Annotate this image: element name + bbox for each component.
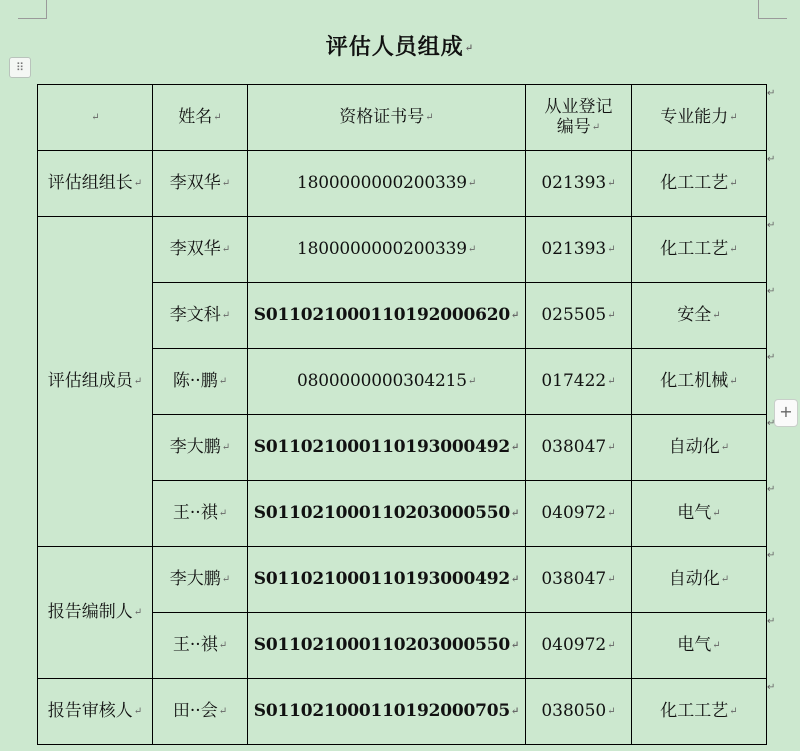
paragraph-mark-icon: ↵: [511, 705, 520, 717]
role-cell[interactable]: [38, 679, 153, 745]
role-cell-text: 评估组组长: [47, 173, 133, 194]
name-cell[interactable]: [153, 283, 248, 349]
name-cell[interactable]: [153, 481, 248, 547]
skill-cell-text: 化工工艺: [660, 701, 729, 722]
reg-cell[interactable]: [526, 283, 632, 349]
paragraph-mark-icon: ↵: [425, 111, 434, 123]
reg-cell-text: 040972: [541, 503, 607, 524]
header-label: 从业登记: [544, 97, 613, 118]
paragraph-mark-icon: ↵: [213, 111, 222, 123]
header-label-line2: 编号: [556, 117, 591, 138]
table-row: [38, 679, 767, 745]
paragraph-mark-icon: ↵: [133, 606, 143, 618]
skill-cell-text: 电气: [677, 503, 712, 524]
skill-cell[interactable]: [632, 217, 767, 283]
row-end-mark-icon: ↵: [767, 418, 776, 429]
skill-cell-text: 化工工艺: [660, 173, 729, 194]
name-cell-text: 李双华: [169, 173, 221, 194]
cert-cell[interactable]: [248, 613, 526, 679]
paragraph-mark-icon: ↵: [607, 441, 616, 453]
skill-cell[interactable]: [632, 349, 767, 415]
header-cell[interactable]: [632, 85, 767, 151]
paragraph-mark-icon: ↵: [221, 441, 231, 453]
header-cell[interactable]: [526, 85, 632, 151]
paragraph-mark-icon: ↵: [511, 639, 520, 651]
reg-cell-text: 021393: [541, 173, 607, 194]
skill-cell[interactable]: [632, 151, 767, 217]
paragraph-mark-icon: ↵: [218, 639, 228, 651]
cert-cell-text: S011021000110193000492: [253, 569, 511, 590]
reg-cell[interactable]: [526, 217, 632, 283]
role-cell-text: 报告编制人: [47, 602, 133, 623]
reg-cell-text: 038047: [541, 437, 607, 458]
paragraph-mark-icon: ↵: [467, 243, 477, 255]
role-cell[interactable]: [38, 151, 153, 217]
cert-cell[interactable]: [248, 481, 526, 547]
cert-cell-text: S011021000110203000550: [253, 503, 511, 524]
paragraph-mark-icon: ↵: [91, 111, 100, 123]
table-move-handle-icon[interactable]: ⠿: [9, 57, 31, 78]
header-cell[interactable]: [38, 85, 153, 151]
paragraph-mark-icon: ↵: [720, 573, 730, 585]
role-cell-text: 评估组成员: [47, 371, 133, 392]
header-cell[interactable]: [153, 85, 248, 151]
cert-cell[interactable]: [248, 217, 526, 283]
header-label: 专业能力: [660, 107, 729, 128]
role-cell[interactable]: [38, 217, 153, 547]
paragraph-mark-icon: ↵: [133, 177, 143, 189]
cert-cell[interactable]: [248, 547, 526, 613]
name-cell-text: 李双华: [169, 239, 221, 260]
skill-cell[interactable]: [632, 679, 767, 745]
reg-cell-text: 038047: [541, 569, 607, 590]
paragraph-mark-icon: ↵: [218, 375, 228, 387]
cert-cell[interactable]: [248, 283, 526, 349]
name-cell[interactable]: [153, 415, 248, 481]
reg-cell[interactable]: [526, 151, 632, 217]
paragraph-mark-icon: ↵: [712, 639, 721, 651]
paragraph-mark-icon: ↵: [511, 441, 520, 453]
reg-cell[interactable]: [526, 481, 632, 547]
cert-cell-text: S011021000110192000705: [253, 701, 511, 722]
skill-cell[interactable]: [632, 613, 767, 679]
skill-cell[interactable]: [632, 415, 767, 481]
paragraph-mark-icon: ↵: [511, 309, 520, 321]
cert-cell[interactable]: [248, 349, 526, 415]
paragraph-mark-icon: ↵: [729, 705, 738, 717]
reg-cell[interactable]: [526, 547, 632, 613]
paragraph-mark-icon: ↵: [729, 243, 738, 255]
cert-cell-text: S011021000110193000492: [253, 437, 511, 458]
cert-cell-text: S011021000110203000550: [253, 635, 511, 656]
paragraph-mark-icon: ↵: [221, 177, 231, 189]
name-cell-text: 李大鹏: [169, 437, 221, 458]
skill-cell-text: 自动化: [668, 569, 720, 590]
document-title: [0, 30, 800, 61]
reg-cell-text: 017422: [541, 371, 607, 392]
skill-cell-text: 电气: [677, 635, 712, 656]
paragraph-mark-icon: ↵: [720, 441, 730, 453]
page-corner-mark-left: [18, 0, 47, 19]
header-label: 资格证书号: [339, 107, 425, 128]
add-column-button[interactable]: +: [774, 399, 798, 427]
header-row: [38, 85, 767, 151]
skill-cell-text: 自动化: [668, 437, 720, 458]
paragraph-mark-icon: ↵: [218, 705, 228, 717]
row-end-mark-icon: ↵: [767, 154, 776, 165]
name-cell[interactable]: [153, 547, 248, 613]
paragraph-mark-icon: ↵: [511, 507, 520, 519]
row-end-mark-icon: ↵: [767, 220, 776, 231]
name-cell[interactable]: [153, 349, 248, 415]
table-row: [38, 151, 767, 217]
reg-cell-text: 038050: [541, 701, 607, 722]
reg-cell-text: 040972: [541, 635, 607, 656]
row-end-mark-icon: ↵: [767, 682, 776, 693]
header-label: 姓名: [178, 107, 213, 128]
paragraph-mark-icon: ↵: [607, 309, 616, 321]
paragraph-mark-icon: ↵: [511, 573, 520, 585]
cert-cell[interactable]: [248, 679, 526, 745]
cert-cell[interactable]: [248, 151, 526, 217]
paragraph-mark-icon: ↵: [607, 705, 616, 717]
table-row: [38, 217, 767, 283]
row-end-mark-icon: ↵: [767, 286, 776, 297]
title-text: 评估人员组成: [325, 34, 464, 60]
name-cell[interactable]: [153, 217, 248, 283]
reg-cell[interactable]: [526, 415, 632, 481]
row-end-mark-icon: ↵: [767, 616, 776, 627]
paragraph-mark-icon: ↵: [607, 639, 616, 651]
paragraph-mark-icon: ↵: [607, 243, 616, 255]
paragraph-mark-icon: ↵: [607, 573, 616, 585]
row-end-mark-icon: ↵: [767, 88, 776, 99]
paragraph-mark-icon: ↵: [221, 243, 231, 255]
table-row: [38, 547, 767, 613]
paragraph-mark-icon: ↵: [729, 375, 738, 387]
page-corner-mark-right: [758, 0, 787, 19]
reg-cell-text: 021393: [541, 239, 607, 260]
skill-cell-text: 化工机械: [660, 371, 729, 392]
row-end-mark-icon: ↵: [767, 484, 776, 495]
name-cell-text: 王··祺: [172, 503, 218, 524]
paragraph-mark-icon: ↵: [729, 111, 738, 123]
skill-cell[interactable]: [632, 481, 767, 547]
name-cell-text: 田··会: [172, 701, 218, 722]
name-cell-text: 王··祺: [172, 635, 218, 656]
cert-cell-text: 0800000000304215: [296, 371, 467, 392]
name-cell-text: 李大鹏: [169, 569, 221, 590]
personnel-table: [37, 84, 767, 745]
cert-cell-text: 1800000000200339: [296, 173, 467, 194]
name-cell[interactable]: [153, 679, 248, 745]
paragraph-mark-icon: ↵: [467, 375, 477, 387]
paragraph-mark-icon: ↵: [467, 177, 477, 189]
reg-cell[interactable]: [526, 679, 632, 745]
cert-cell-text: S011021000110192000620: [253, 305, 511, 326]
header-cell[interactable]: [248, 85, 526, 151]
paragraph-mark-icon: ↵: [133, 375, 143, 387]
name-cell[interactable]: [153, 151, 248, 217]
paragraph-mark-icon: ↵: [133, 705, 143, 717]
paragraph-mark-icon: ↵: [607, 177, 616, 189]
skill-cell[interactable]: [632, 547, 767, 613]
paragraph-mark-icon: ↵: [221, 573, 231, 585]
paragraph-mark-icon: ↵: [712, 309, 721, 321]
name-cell[interactable]: [153, 613, 248, 679]
name-cell-text: 李文科: [169, 305, 221, 326]
role-cell-text: 报告审核人: [47, 701, 133, 722]
paragraph-mark-icon: ↵: [607, 507, 616, 519]
paragraph-mark-icon: ↵: [607, 375, 616, 387]
paragraph-mark-icon: ↵: [464, 42, 475, 54]
paragraph-mark-icon: ↵: [729, 177, 738, 189]
row-end-mark-icon: ↵: [767, 550, 776, 561]
reg-cell[interactable]: [526, 349, 632, 415]
cert-cell[interactable]: [248, 415, 526, 481]
skill-cell-text: 安全: [677, 305, 712, 326]
name-cell-text: 陈··鹏: [172, 371, 218, 392]
row-end-mark-icon: ↵: [767, 352, 776, 363]
reg-cell-text: 025505: [541, 305, 607, 326]
skill-cell-text: 化工工艺: [660, 239, 729, 260]
skill-cell[interactable]: [632, 283, 767, 349]
role-cell[interactable]: [38, 547, 153, 679]
paragraph-mark-icon: ↵: [712, 507, 721, 519]
paragraph-mark-icon: ↵: [218, 507, 228, 519]
cert-cell-text: 1800000000200339: [296, 239, 467, 260]
reg-cell[interactable]: [526, 613, 632, 679]
paragraph-mark-icon: ↵: [591, 121, 601, 133]
paragraph-mark-icon: ↵: [221, 309, 231, 321]
